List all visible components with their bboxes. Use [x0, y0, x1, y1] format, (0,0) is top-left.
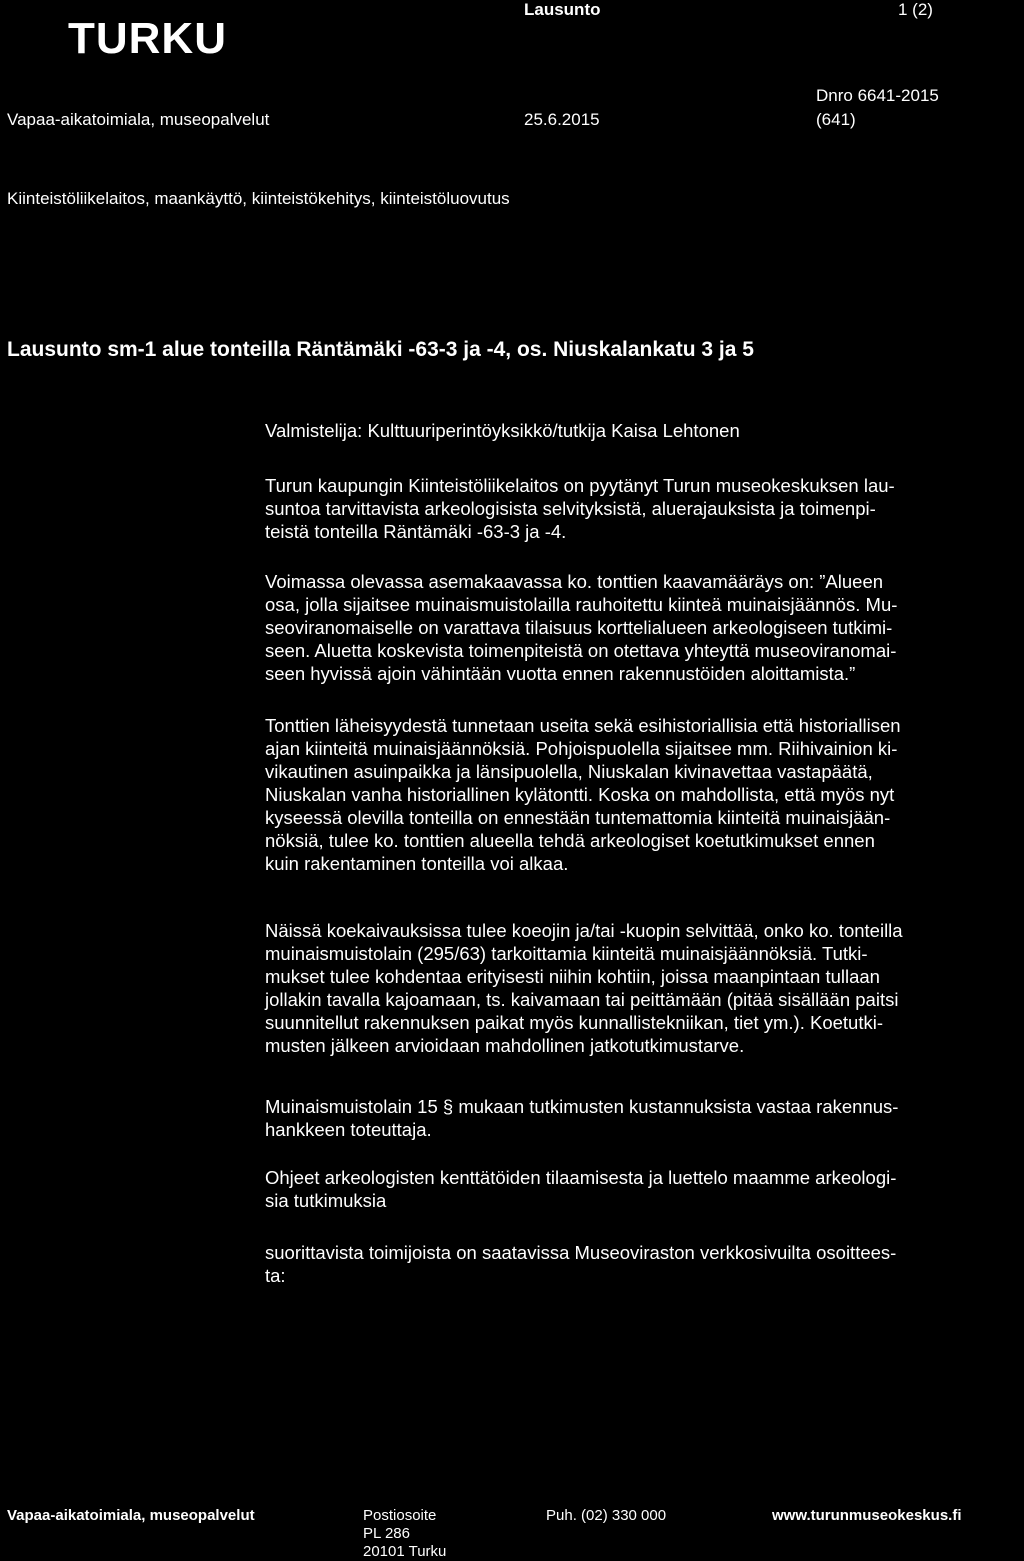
document-title: Lausunto sm-1 alue tonteilla Räntämäki -63-3 ja -4, os. Niuskalankatu 3 ja 5	[7, 338, 754, 361]
dnro: Dnro 6641-2015	[816, 86, 939, 105]
paragraph: Tonttien läheisyydestä tunnetaan useita sekä esihistoriallisia että historiallisen ajan kiinteitä muinaisjäännöksiä. Pohjoispuolella sijaitsee mm. Riihivainion ki- vikautinen asuinpaikka ja länsipuolella, Niuskalan kivinavettaa vastapäätä, Niuskalan vanha historiallinen kylätontti. Koska on mahdollista, että myös nyt kyseessä olevilla tonteilla on ennestään tuntemattomia kiinteitä muinaisjään- nöksiä, tulee ko. tonttien alueella tehdä arkeologiset koetutkimukset ennen kuin rakentaminen tonteilla voi alkaa.	[265, 715, 901, 874]
body-block	[265, 1095, 1024, 1141]
body-block	[265, 474, 1024, 543]
paragraph: Näissä koekaivauksissa tulee koeojin ja/tai -kuopin selvittää, onko ko. tonteilla muinaismuistolain (295/63) tarkoittamia kiinteitä muinaisjäännöksiä. Tutki- mukset tulee kohdentaa erityisesti niihin kohtiin, joissa maanpintaan tullaan jollakin tavalla kajoamaan, ts. kaivamaan tai peittämään (pitää sisällään paitsi suunnitellut rakennuksen paikat myös kunnallistekniikan, tiet ym.). Koetutki- musten jälkeen arvioidaan mahdollinen jatkotutkimustarve.	[265, 920, 903, 1056]
recipient: Kiinteistöliikelaitos, maankäyttö, kiinteistökehitys, kiinteistöluovutus	[7, 189, 510, 208]
footer-phone: Puh. (02) 330 000	[546, 1507, 667, 1524]
body-block	[265, 919, 1024, 1057]
body-block	[265, 1166, 1024, 1212]
dnro-sub: (641)	[816, 110, 856, 129]
body	[265, 419, 1024, 442]
footer-website-link[interactable]: www.turunmuseokeskus.fi	[772, 1507, 962, 1524]
body-block	[265, 570, 1024, 685]
footer-department: Vapaa-aikatoimiala, museopalvelut	[7, 1507, 255, 1524]
paragraph: Muinaismuistolain 15 § mukaan tutkimusten kustannuksista vastaa rakennus- hankkeen toteuttaja.	[265, 1096, 899, 1140]
body-block	[265, 714, 1024, 875]
paragraph: Valmistelija: Kulttuuriperintöyksikkö/tutkija Kaisa Lehtonen	[265, 420, 740, 441]
paragraph: Voimassa olevassa asemakaavassa ko. tonttien kaavamääräys on: ”Alueen osa, jolla sijaitsee muinaismuistolailla rauhoitettu kiinteä muinaisjäännös. Mu- seoviranomaiselle on varattava tilaisuus korttelialueen arkeologiseen tutkimi- seen. Aluetta koskevista toimenpiteistä on otettava yhteyttä museoviranomai- seen hyvissä ajoin vähintään vuotta ennen rakennustöiden aloittamista.”	[265, 571, 898, 684]
turku-logo: TURKU	[68, 14, 227, 63]
department: Vapaa-aikatoimiala, museopalvelut	[7, 110, 270, 129]
page-number: 1 (2)	[898, 0, 933, 19]
paragraph: suorittavista toimijoista on saatavissa Museoviraston verkkosivuilta osoittees- ta:	[265, 1242, 897, 1286]
document-type: Lausunto	[524, 0, 601, 19]
paragraph: Ohjeet arkeologisten kenttätöiden tilaamisesta ja luettelo maamme arkeologi- sia tutkimuksia	[265, 1167, 897, 1211]
footer-address: Postiosoite PL 286 20101 Turku	[363, 1507, 447, 1560]
body-block	[265, 1241, 1024, 1287]
document-date: 25.6.2015	[524, 110, 600, 129]
paragraph: Turun kaupungin Kiinteistöliikelaitos on pyytänyt Turun museokeskuksen lau- suntoa tarvittavista arkeologisista selvityksistä, aluerajauksista ja toimenpi- teistä tonteilla Räntämäki -63-3 ja -4.	[265, 475, 895, 542]
